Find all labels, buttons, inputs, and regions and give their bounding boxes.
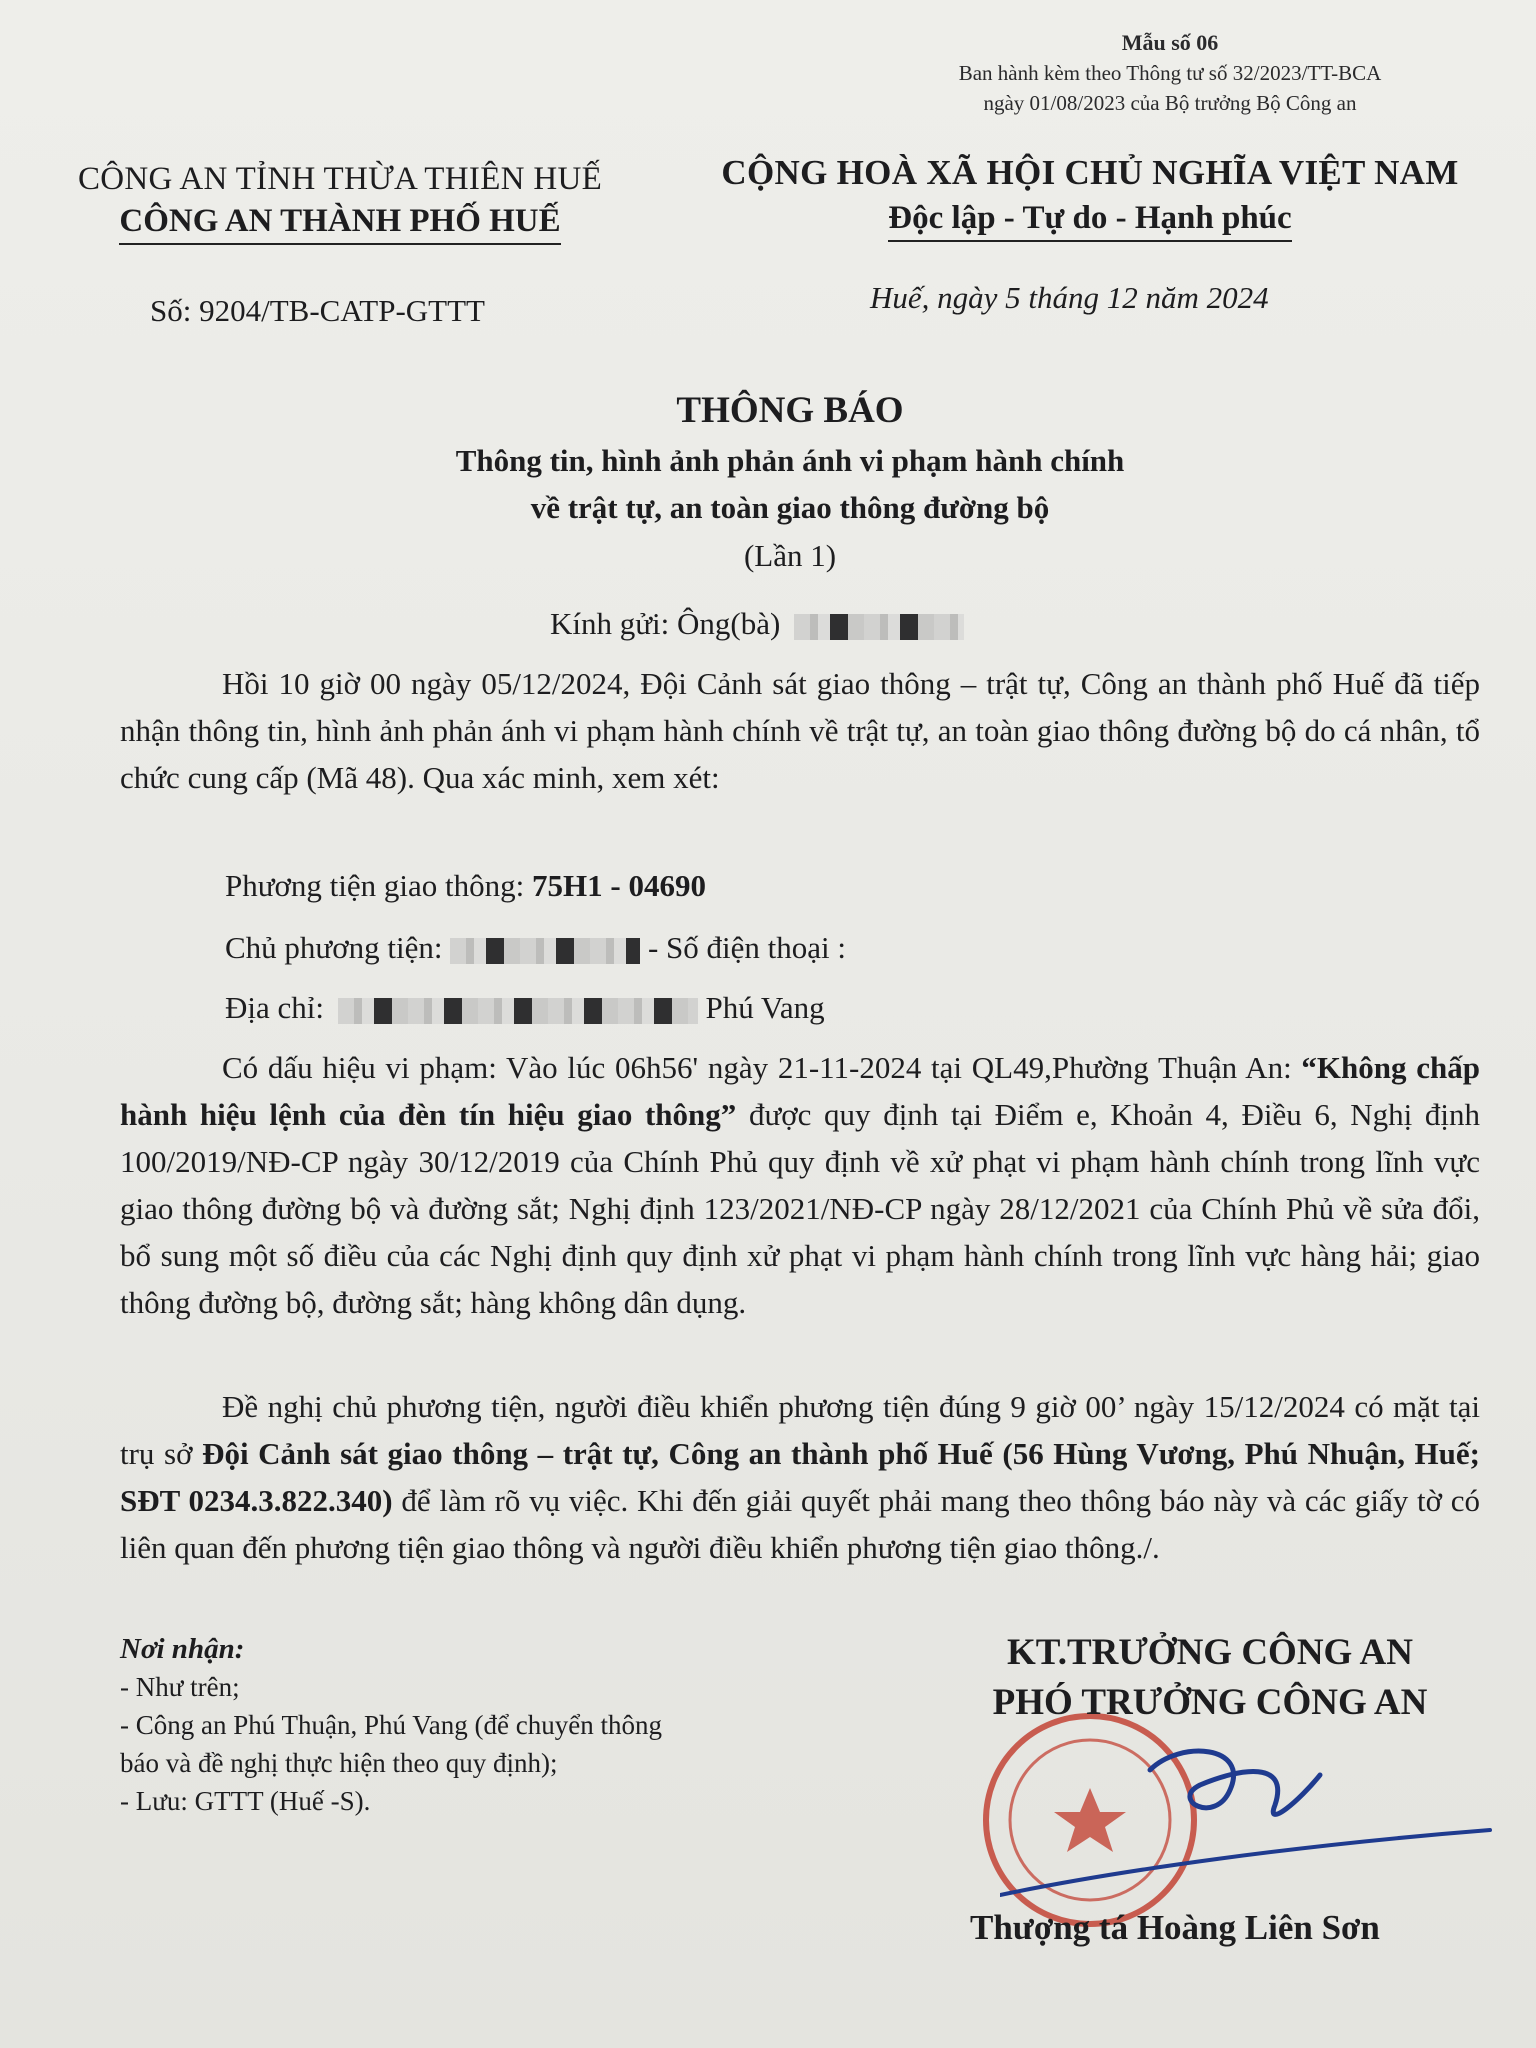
redacted-owner-name <box>450 938 640 964</box>
vehicle-line <box>225 868 706 904</box>
form-number: Mẫu số 06 <box>1121 30 1219 55</box>
owner-label: Chủ phương tiện: <box>225 930 443 965</box>
signature-title-1: KT.TRƯỞNG CÔNG AN <box>1007 1632 1413 1673</box>
handwritten-signature <box>1000 1720 1500 1920</box>
issuer-unit: CÔNG AN THÀNH PHỐ HUẾ <box>119 200 560 245</box>
request-paragraph <box>120 1383 1480 1571</box>
violation-paragraph <box>120 1044 1480 1326</box>
request-lead: Đề nghị chủ phương tiện, người điều khiển phương tiện đúng 9 giờ 00’ ngày 15/12/2024 có mặt tại trụ sở <box>120 1389 1480 1471</box>
form-issued-with: Ban hành kèm theo Thông tư số 32/2023/TT-BCA <box>958 61 1382 85</box>
signature-block <box>930 1628 1490 1728</box>
violation-legal-basis: được quy định tại Điểm e, Khoản 4, Điều 6, Nghị định 100/2019/NĐ-CP ngày 30/12/2019 của Chính Phủ quy định về xử phạt vi phạm hành chính trong lĩnh vực giao thông đường bộ và đường sắt; Nghị định 123/2021/NĐ-CP ngày 28/12/2021 của Chính Phủ về sửa đổi, bổ sung một số điều của các Nghị định quy định xử phạt vi phạm hành chính trong lĩnh vực hàng hải; giao thông đường bộ, đường sắt; hàng không dân dụng. <box>120 1097 1481 1320</box>
national-title: CỘNG HOÀ XÃ HỘI CHỦ NGHĨA VIỆT NAM <box>721 153 1459 192</box>
document-subtitle-line-2: về trật tự, an toàn giao thông đường bộ <box>530 490 1050 525</box>
signature-stroke-1 <box>1150 1751 1320 1814</box>
title-block <box>290 385 1290 581</box>
violation-name: “Không chấp hành hiệu lệnh của đèn tín hiệu giao thông” <box>120 1050 1480 1132</box>
vehicle-label: Phương tiện giao thông: <box>225 868 533 903</box>
form-issued-date: ngày 01/08/2023 của Bộ trưởng Bộ Công an <box>983 91 1357 115</box>
vehicle-plate: 75H1 - 04690 <box>532 868 706 903</box>
document-number: Số: 9204/TB-CATP-GTTT <box>150 293 485 328</box>
recipients-block <box>120 1630 662 1820</box>
issuer-parent: CÔNG AN TỈNH THỪA THIÊN HUẾ <box>77 161 603 197</box>
place-date: Huế, ngày 5 tháng 12 năm 2024 <box>870 280 1269 315</box>
request-tail: để làm rõ vụ việc. Khi đến giải quyết phải mang theo thông báo này và các giấy tờ có liên quan đến phương tiện giao thông và người điều khiển phương tiện giao thông./. <box>120 1483 1480 1565</box>
notice-round: (Lần 1) <box>743 538 837 573</box>
recipient-item: báo và đề nghị thực hiện theo quy định); <box>120 1748 558 1778</box>
recipients-heading: Nơi nhận: <box>120 1633 245 1665</box>
address-tail: Phú Vang <box>705 990 825 1025</box>
recipient-item: - Như trên; <box>120 1672 240 1702</box>
owner-line <box>225 930 846 966</box>
signer-name: Thượng tá Hoàng Liên Sơn <box>970 1908 1380 1947</box>
recipient-line <box>550 606 964 642</box>
form-header <box>860 28 1480 118</box>
recipient-label: Kính gửi: Ông(bà) <box>550 606 781 641</box>
signature-title-2: PHÓ TRƯỞNG CÔNG AN <box>992 1682 1428 1723</box>
request-office: Đội Cảnh sát giao thông – trật tự, Công an thành phố Huế (56 Hùng Vương, Phú Nhuận, Huế; SĐT 0234.3.822.340) <box>120 1436 1480 1518</box>
recipient-item: - Lưu: GTTT (Huế -S). <box>120 1786 371 1816</box>
violation-lead: Có dấu hiệu vi phạm: Vào lúc 06h56' ngày 21-11-2024 tại QL49,Phường Thuận An: <box>222 1050 1302 1085</box>
national-header <box>690 150 1490 242</box>
address-label: Địa chỉ: <box>225 990 324 1025</box>
signature-stroke-2 <box>1000 1830 1490 1895</box>
recipient-item: - Công an Phú Thuận, Phú Vang (để chuyển thông <box>120 1710 662 1740</box>
redacted-recipient-name <box>794 614 964 640</box>
issuer-header <box>40 158 640 245</box>
document-title: THÔNG BÁO <box>676 390 904 431</box>
intro-paragraph: Hồi 10 giờ 00 ngày 05/12/2024, Đội Cảnh sát giao thông – trật tự, Công an thành phố Huế đã tiếp nhận thông tin, hình ảnh phản ánh vi phạm hành chính về trật tự, an toàn giao thông đường bộ do cá nhân, tổ chức cung cấp (Mã 48). Qua xác minh, xem xét: <box>120 666 1480 795</box>
redacted-address <box>338 998 698 1024</box>
phone-label: - Số điện thoại : <box>647 930 847 965</box>
address-line <box>225 990 825 1026</box>
document-subtitle-line-1: Thông tin, hình ảnh phản ánh vi phạm hành chính <box>455 443 1125 478</box>
national-motto: Độc lập - Tự do - Hạnh phúc <box>888 196 1291 242</box>
